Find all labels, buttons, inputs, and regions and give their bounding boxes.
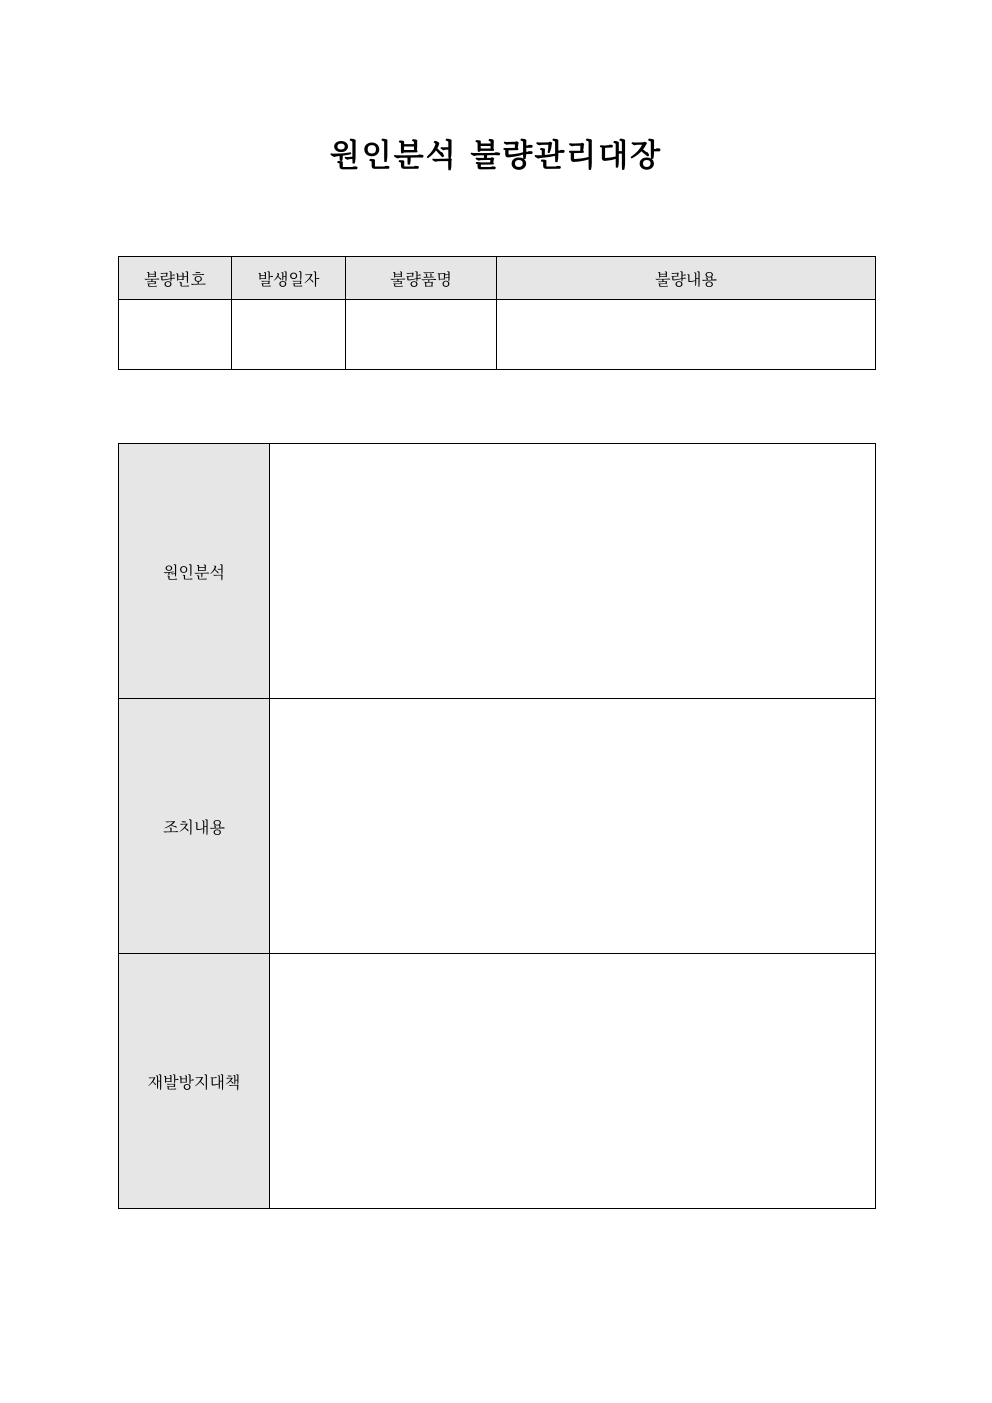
header-defect-number: 불량번호 bbox=[119, 257, 232, 300]
recurrence-prevention-row bbox=[119, 954, 876, 1209]
defect-number-cell[interactable] bbox=[119, 300, 232, 370]
action-taken-label: 조치내용 bbox=[119, 699, 270, 954]
page-title: 원인분석 불량관리대장 bbox=[329, 138, 663, 174]
defect-item-name-cell[interactable] bbox=[346, 300, 497, 370]
defect-description-cell[interactable] bbox=[497, 300, 876, 370]
defect-detail-table bbox=[118, 443, 876, 1209]
header-occurrence-date: 발생일자 bbox=[232, 257, 346, 300]
recurrence-prevention-cell[interactable] bbox=[270, 954, 876, 1209]
cause-analysis-cell[interactable] bbox=[270, 444, 876, 699]
info-value-row bbox=[119, 300, 876, 370]
recurrence-prevention-label: 재발방지대책 bbox=[119, 954, 270, 1209]
occurrence-date-cell[interactable] bbox=[232, 300, 346, 370]
header-defect-item-name: 불량품명 bbox=[346, 257, 497, 300]
cause-analysis-label: 원인분석 bbox=[119, 444, 270, 699]
action-taken-row bbox=[119, 699, 876, 954]
header-defect-description: 불량내용 bbox=[497, 257, 876, 300]
cause-analysis-row bbox=[119, 444, 876, 699]
info-header-row bbox=[119, 257, 876, 300]
defect-info-table bbox=[118, 256, 876, 370]
action-taken-cell[interactable] bbox=[270, 699, 876, 954]
